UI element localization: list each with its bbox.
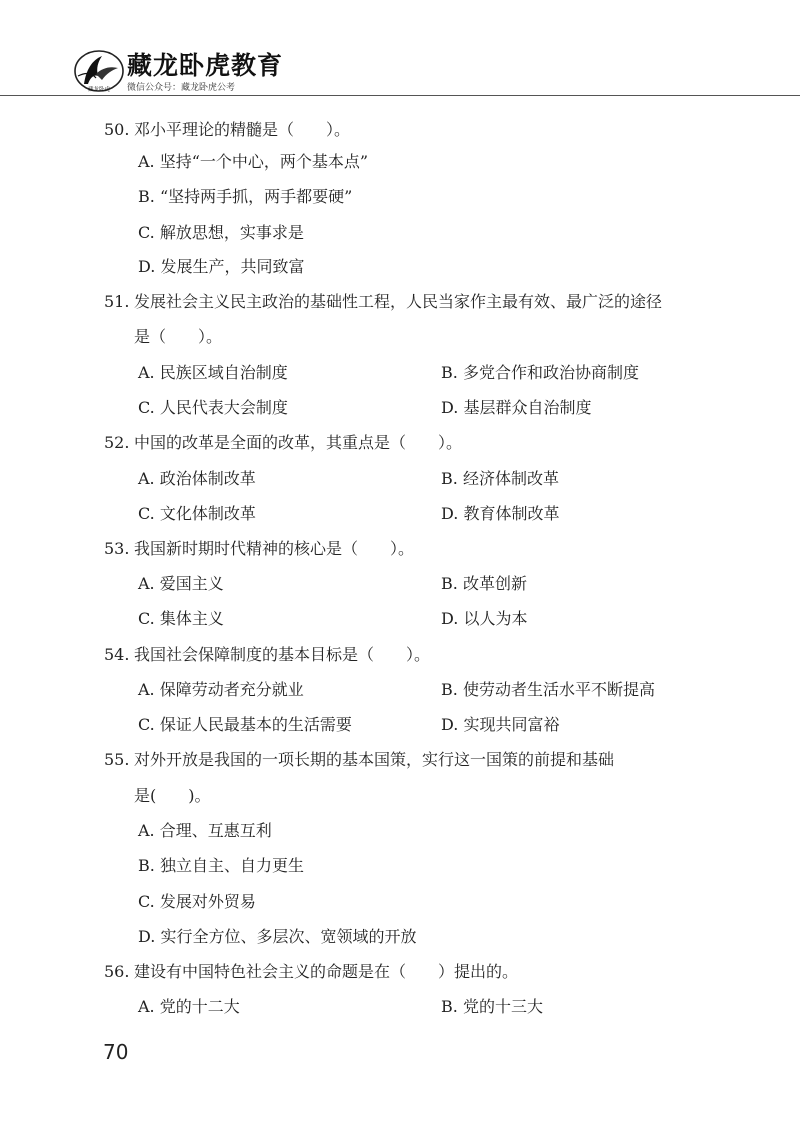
option-letter: C.	[138, 223, 155, 242]
answer-option	[441, 608, 527, 630]
option-letter: A.	[138, 821, 155, 840]
answer-option	[441, 397, 591, 419]
option-text: 坚持“一个中心，两个基本点”	[159, 152, 369, 171]
answer-option	[138, 926, 416, 948]
answer-option	[138, 397, 288, 419]
question-stem: 中国的改革是全面的改革，其重点是（ ）。	[134, 433, 463, 452]
option-letter: C.	[138, 715, 155, 734]
option-text: “坚持两手抓，两手都要硬”	[159, 187, 353, 206]
option-letter: D.	[441, 504, 459, 523]
option-text: 合理、互惠互利	[159, 821, 272, 840]
answer-option	[441, 362, 639, 384]
option-letter: A.	[138, 152, 155, 171]
answer-option	[138, 679, 304, 701]
option-text: 经济体制改革	[462, 469, 559, 488]
page-header	[0, 0, 800, 98]
option-letter: B.	[441, 574, 458, 593]
option-text: 党的十三大	[462, 997, 543, 1016]
option-text: 以人为本	[463, 609, 528, 628]
question-number: 55.	[104, 750, 130, 769]
question-stem: 是（ ）。	[134, 327, 223, 346]
answer-option	[138, 222, 304, 244]
question-number: 53.	[104, 539, 130, 558]
option-text: 发展生产，共同致富	[160, 257, 305, 276]
question-stem: 邓小平理论的精髓是（ ）。	[134, 120, 351, 139]
option-letter: B.	[441, 363, 458, 382]
answer-option	[138, 186, 352, 208]
option-text: 政治体制改革	[159, 469, 256, 488]
question-stem: 我国新时期时代精神的核心是（ ）。	[134, 539, 415, 558]
option-text: 爱国主义	[159, 574, 224, 593]
option-text: 改革创新	[462, 574, 527, 593]
option-text: 集体主义	[159, 609, 224, 628]
option-letter: B.	[441, 997, 458, 1016]
answer-option	[138, 820, 272, 842]
option-letter: C.	[138, 398, 155, 417]
option-text: 人民代表大会制度	[159, 398, 288, 417]
answer-option	[138, 468, 256, 490]
option-letter: D.	[138, 257, 156, 276]
answer-option	[138, 256, 304, 278]
question-stem: 发展社会主义民主政治的基础性工程，人民当家作主最有效、最广泛的途径	[134, 292, 663, 311]
option-text: 发展对外贸易	[159, 892, 256, 911]
option-text: 解放思想，实事求是	[159, 223, 304, 242]
answer-option	[138, 608, 224, 630]
header-divider	[0, 95, 800, 96]
question-number: 54.	[104, 645, 130, 664]
option-text: 保障劳动者充分就业	[159, 680, 304, 699]
option-letter: A.	[138, 363, 155, 382]
option-text: 多党合作和政治协商制度	[462, 363, 639, 382]
question-stem: 建设有中国特色社会主义的命题是在（ ）提出的。	[134, 962, 519, 981]
answer-option	[138, 855, 304, 877]
question-stem: 我国社会保障制度的基本目标是（ ）。	[134, 645, 431, 664]
answer-option	[441, 714, 559, 736]
option-text: 使劳动者生活水平不断提高	[462, 680, 655, 699]
option-letter: A.	[138, 997, 155, 1016]
option-letter: C.	[138, 609, 155, 628]
option-text: 基层群众自治制度	[463, 398, 592, 417]
answer-option	[441, 503, 559, 525]
option-text: 实现共同富裕	[463, 715, 560, 734]
option-text: 独立自主、自力更生	[159, 856, 304, 875]
option-text: 党的十二大	[159, 997, 240, 1016]
answer-option	[138, 714, 352, 736]
question-number: 50.	[104, 120, 130, 139]
answer-option	[138, 573, 224, 595]
brand-subtitle: 微信公众号：藏龙卧虎公考	[127, 83, 236, 93]
option-letter: C.	[138, 504, 155, 523]
option-letter: C.	[138, 892, 155, 911]
answer-option	[441, 679, 655, 701]
brand-logo-icon	[72, 48, 124, 94]
question-number: 56.	[104, 962, 130, 981]
brand-title: 藏龙卧虎教育	[127, 51, 284, 80]
option-letter: A.	[138, 680, 155, 699]
option-letter: B.	[138, 856, 155, 875]
answer-option	[138, 362, 288, 384]
question-stem: 对外开放是我国的一项长期的基本国策，实行这一国策的前提和基础	[134, 750, 615, 769]
answer-option	[138, 151, 368, 173]
option-text: 实行全方位、多层次、宽领域的开放	[160, 927, 417, 946]
answer-option	[138, 996, 240, 1018]
option-letter: B.	[441, 469, 458, 488]
option-letter: A.	[138, 574, 155, 593]
question-number: 51.	[104, 292, 130, 311]
option-text: 文化体制改革	[159, 504, 256, 523]
question-number: 52.	[104, 433, 130, 452]
answer-option	[441, 996, 543, 1018]
answer-option	[138, 891, 256, 913]
option-text: 教育体制改革	[463, 504, 560, 523]
question-stem: 是( )。	[134, 786, 211, 805]
option-letter: A.	[138, 469, 155, 488]
option-letter: D.	[441, 609, 459, 628]
option-letter: B.	[441, 680, 458, 699]
answer-option	[138, 503, 256, 525]
option-letter: B.	[138, 187, 155, 206]
page-number: 70	[103, 1040, 129, 1064]
logo-text: 藏龙卧虎	[87, 87, 111, 93]
answer-option	[441, 468, 559, 490]
option-letter: D.	[441, 715, 459, 734]
option-letter: D.	[441, 398, 459, 417]
option-letter: D.	[138, 927, 156, 946]
answer-option	[441, 573, 527, 595]
option-text: 民族区域自治制度	[159, 363, 288, 382]
option-text: 保证人民最基本的生活需要	[159, 715, 352, 734]
